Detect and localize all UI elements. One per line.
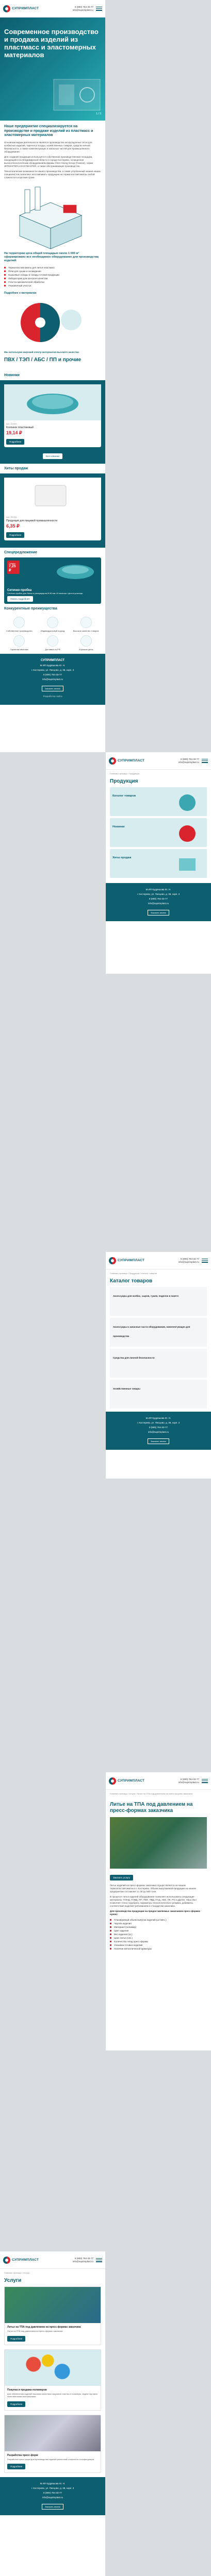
granules-illustration: [4, 297, 101, 348]
news-carousel: [0, 380, 105, 464]
hit-card[interactable]: Арт. 35.000 Продукция для пищевой промышленности 6,35 ₽ Подробнее: [4, 478, 101, 540]
truck-icon: [47, 635, 58, 647]
service-card[interactable]: Литье на ТПА под давлением на пресс-формах заказчика Литье на ТПА под давлением на пресс-формах заказчика Подробнее: [4, 2286, 101, 2345]
article-page: СУПРИМПЛАСТ 8 (800) 784-33-77 info@suprimplast.ru Главная страница / Услуги / Литье на ТПА под давлением на пресс-формах заказчика Литье на ТПА под давлением на пресс-формах заказчика Заказать услугу Литье изделий на пресс-формах заказчика осуществляется на нашем термопластавтоматах в г. Костерево. Объем выпускаемой продукции на нашем предприятии составляет от 30 до 500 тонн. В процессе литья изделий оборудование позволяет использовать следующие материалы: ПЭНД, ПЭВД, ПП, ПВХ, ПВД, ПАД, ABS, ПК, PS и другие. Наш опыт позволяет точно подобрать параметры технологического режима, добиваясь соответствия изделий требованиям и стандартам заказчика. Для производства продукции на предоставляемых заказчиком пресс-формах нужно: Планируемый объем выпуска изделий (шт./мес.) Чертеж изделия Материал (полимер) Цвет изделия Вес изделия (гр.) Цикл литья (сек.) Количество гнезд пресс-формы Упаковка готовых изделий Наличие металлической арматуры: [106, 1772, 211, 2050]
home-page: СУПРИМПЛАСТ 8 (800) 784-33-77 info@suprimplast.ru Современное производство и продажа изделий из пластмасс и эластомерных материалов 1 / 3 Наше предприятие специализируется на производстве и продаже изделий из пластмасс и эластомерных материалов Основным видом деятельности является производство антиусадочных сеток для колбасных изделий, тарелок и посуды, хозяйственных товаров, средств личной безопасности, а также комплектующих и запасных частей для промышленного оборудования. Для создания продукции используется собственная производственная площадка, находящаяся во Владимирской области в городе Костерево, оснащенная высокотехнологичным оборудованием фирмы Chen Hsong Group (Гонконг), серии JETMASTER и EASYMASTER, а также обслуживающее производство. Технологические возможности нашего производства, а также углубленный знания наших специалистов позволяют изготавливать продукцию на термопластавтоматах любой сложности в короткие сроки. На территории цеха общей площадью около 1 000 м² сформировано все необходимое оборудование для производства изделий: Термопластавтоматы для литья пластмасс Печи для сушки и охлаждения Сырьевые склады и склады готовой продукции Лаборатория для контроля качества Участок механической обработки Упаковочный участок Подробнее о материалах Мы используем широкий спектр материалов высокого качества: ПВХ / ТЭП / АБС / ПП и прочие Новинки Арт. 42.800 Колпачок пластиковый 19,14 ₽ Подробнее Все новинки Хиты продаж Арт. 35.000 Продукция для пищевой промышленности 6,35 ₽ Подробнее Спецпредложение Скидка 7,25 ₽ Ситечко-пробка Ситечко-пробка для банок и резервуаров Ø 80 мм. В наличии. Цена в рознице. Узнать подробнее Конкурентные преимущества Собственное производство Индивидуальный подход Высокое качество товаров Гарантия качества Доставка по РФ Хорошие цены СУПРИМПЛАСТ М.ИП Кудряшова Ю. Н. г. Костерево, ул. Писцово, д. 38, корп. 3 8 (800) 784-33-77 info@suprimplast.ru Заказать звонок Разработка сайта: [0, 0, 105, 752]
details-button[interactable]: Подробнее: [7, 2336, 25, 2342]
burger-menu-icon[interactable]: [96, 2258, 102, 2262]
footer: М.ИП Кудряшова Ю. Н. г. Костерево, ул. Писцово, д. 38, корп. 3 8 (800) 784-33-77 info@suprimplast.ru Заказать звонок: [106, 883, 211, 921]
ruble-icon: [80, 635, 92, 647]
category-tile[interactable]: Новинки: [110, 818, 207, 847]
hero-slider: [0, 18, 105, 121]
news-heading: Новинки: [4, 373, 20, 377]
burger-menu-icon[interactable]: [202, 759, 208, 763]
logo-mark-icon: [109, 1777, 116, 1785]
logo-mark-icon: [109, 757, 116, 765]
promo-card[interactable]: Скидка 7,25 ₽ Ситечко-пробка Ситечко-пробка для банок и резервуаров Ø 80 мм. В наличии. Цена в рознице. Узнать подробнее: [4, 557, 101, 604]
factory-illustration: [4, 184, 101, 246]
breadcrumb[interactable]: Главная страница / Продукция / Каталог товаров: [110, 1272, 157, 1275]
logo-mark-icon: [3, 2257, 10, 2264]
footer: СУПРИМПЛАСТ М.ИП Кудряшова Ю. Н. г. Костерево, ул. Писцово, д. 38, корп. 3 8 (800) 784-33-77 info@suprimplast.ru Заказать звонок Разработка сайта: [0, 654, 105, 705]
strainer-icon: [55, 561, 96, 581]
footer-email[interactable]: info@suprimplast.ru: [42, 677, 63, 681]
requirements-list: Планируемый объем выпуска изделий (шт./мес.) Чертеж изделия Материал (полимер) Цвет изделия Вес изделия (гр.) Цикл литья (сек.) Количество гнезд пресс-формы Упаковка готовых изделий Наличие металлической арматуры: [110, 1918, 207, 1951]
catalog-item[interactable]: Аксессуары для колбас, сыров, тушек, поделок в пакете: [110, 1287, 207, 1316]
logo-mark-icon: [3, 5, 10, 12]
details-button[interactable]: Подробнее: [6, 439, 24, 445]
offer-heading: Спецпредложение: [4, 550, 38, 554]
header-phone[interactable]: 8 (800) 784-33-77: [74, 5, 93, 8]
breadcrumb[interactable]: Главная страница / Услуги / Литье на ТПА под давлением на пресс-формах заказчика: [110, 1792, 193, 1795]
callback-button[interactable]: Заказать звонок: [148, 1438, 169, 1444]
details-button[interactable]: Подробнее: [6, 532, 24, 538]
callback-button[interactable]: Заказать звонок: [42, 686, 63, 691]
service-image: [5, 2350, 101, 2386]
catalog-page: [106, 1252, 211, 1479]
burger-menu-icon[interactable]: [202, 1259, 208, 1263]
article-image: [110, 1817, 207, 1869]
category-tile[interactable]: Хиты продаж: [110, 849, 207, 878]
header: СУПРИМПЛАСТ 8 (800) 784-33-77 info@suprimplast.ru: [106, 1772, 211, 1790]
burger-menu-icon[interactable]: [96, 7, 102, 11]
details-button[interactable]: Подробнее: [7, 2464, 25, 2469]
breadcrumb[interactable]: Главная страница / Услуги: [4, 2272, 30, 2274]
hits-heading: Хиты продаж: [4, 466, 28, 470]
header-email[interactable]: info@suprimplast.ru: [72, 8, 93, 11]
callback-button[interactable]: Заказать звонок: [42, 2504, 63, 2510]
category-tile[interactable]: Каталог товаров: [110, 787, 207, 816]
header: [0, 0, 105, 18]
logo-mark-icon: [109, 1257, 116, 1264]
page-title: Услуги: [4, 2278, 22, 2283]
logo[interactable]: СУПРИМПЛАСТ: [3, 5, 39, 12]
order-service-button[interactable]: Заказать услугу: [110, 1875, 133, 1880]
page-title: Продукция: [110, 778, 138, 784]
details-button[interactable]: Подробнее: [7, 2401, 25, 2407]
service-image: [5, 2415, 101, 2451]
products-page: [106, 752, 211, 974]
hero-title: Современное производство и продажа изделий из пластмасс и эластомерных материалов: [4, 28, 99, 59]
service-card[interactable]: Покупка и продажа полимеров Для обеспечения изделий высоким качеством закупаем пластик и полимеры, ведем торговлю качественными материалами. Подробнее: [4, 2349, 101, 2411]
intro-lead: Наше предприятие специализируется на производстве и продаже изделий из пластмасс и эластомерных материалов: [4, 125, 93, 137]
promo-details-button[interactable]: Узнать подробнее: [7, 596, 33, 602]
header: СУПРИМПЛАСТ 8 (800) 784-33-77 info@suprimplast.ru: [106, 752, 211, 770]
header: СУПРИМПЛАСТ 8 (800) 784-33-77 info@suprimplast.ru: [106, 1252, 211, 1269]
handshake-icon: [47, 617, 58, 628]
advantages-heading: Конкурентные преимущества: [4, 606, 57, 611]
materials-link[interactable]: Подробнее о материалах: [4, 291, 37, 295]
catalog-item[interactable]: Аксессуары и запасные части оборудования, комплектующие для производства: [110, 1318, 207, 1347]
hits-carousel: [0, 473, 105, 548]
callback-button[interactable]: Заказать звонок: [148, 910, 169, 916]
news-card[interactable]: Арт. 42.800 Колпачок пластиковый 19,14 ₽ Подробнее: [4, 384, 101, 447]
product-image: [4, 478, 101, 514]
service-card[interactable]: Разработка пресс-форм Разработка пресс-форм для производства изделий различной сложности и конфигурации. Подробнее: [4, 2415, 101, 2473]
page-title: Каталог товаров: [110, 1278, 153, 1284]
facility-list: Термопластавтоматы для литья пластмасс Печи для сушки и охлаждения Сырьевые склады и склады готовой продукции Лаборатория для контроля качества Участок механической обработки Упаковочный участок: [4, 266, 101, 287]
hero-pager[interactable]: 1 / 3: [96, 112, 101, 115]
footer-phone[interactable]: 8 (800) 784-33-77: [43, 673, 62, 676]
all-news-button[interactable]: Все новинки: [43, 453, 62, 459]
footer: М.ИП Кудряшова Ю. Н. г. Костерево, ул. Писцово, д. 38, корп. 3 8 (800) 784-33-77 info@suprimplast.ru Заказать звонок: [0, 2477, 105, 2515]
footer: М.ИП Кудряшова Ю. Н. г. Костерево, ул. Писцово, д. 38, корп. 3 8 (800) 784-33-77 info@suprimplast.ru Заказать звонок: [106, 1412, 211, 1450]
materials-tags: ПВХ / ТЭП / АБС / ПП и прочие: [4, 357, 82, 363]
breadcrumb[interactable]: Главная страница / Продукция: [110, 772, 139, 775]
quality-icon: [80, 617, 92, 628]
discount-badge: Скидка 7,25 ₽: [7, 561, 20, 574]
article-title: Литье на ТПА под давлением на пресс-формах заказчика: [110, 1802, 193, 1814]
catalog-item[interactable]: Средства для личной безопасности: [110, 1349, 207, 1378]
service-image: [5, 2287, 101, 2323]
product-image: [4, 384, 101, 420]
catalog-item[interactable]: Хозяйственные товары: [110, 1380, 207, 1409]
medal-icon: [13, 635, 25, 647]
header: СУПРИМПЛАСТ 8 (800) 784-33-77 info@suprimplast.ru: [0, 2251, 105, 2269]
factory-icon: [13, 617, 25, 628]
services-page: [0, 2251, 105, 2576]
advantages-grid: Собственное производство Индивидуальный подход Высокое качество товаров Гарантия качества Доставка по РФ Хорошие цены: [0, 614, 105, 654]
burger-menu-icon[interactable]: [202, 1779, 208, 1783]
